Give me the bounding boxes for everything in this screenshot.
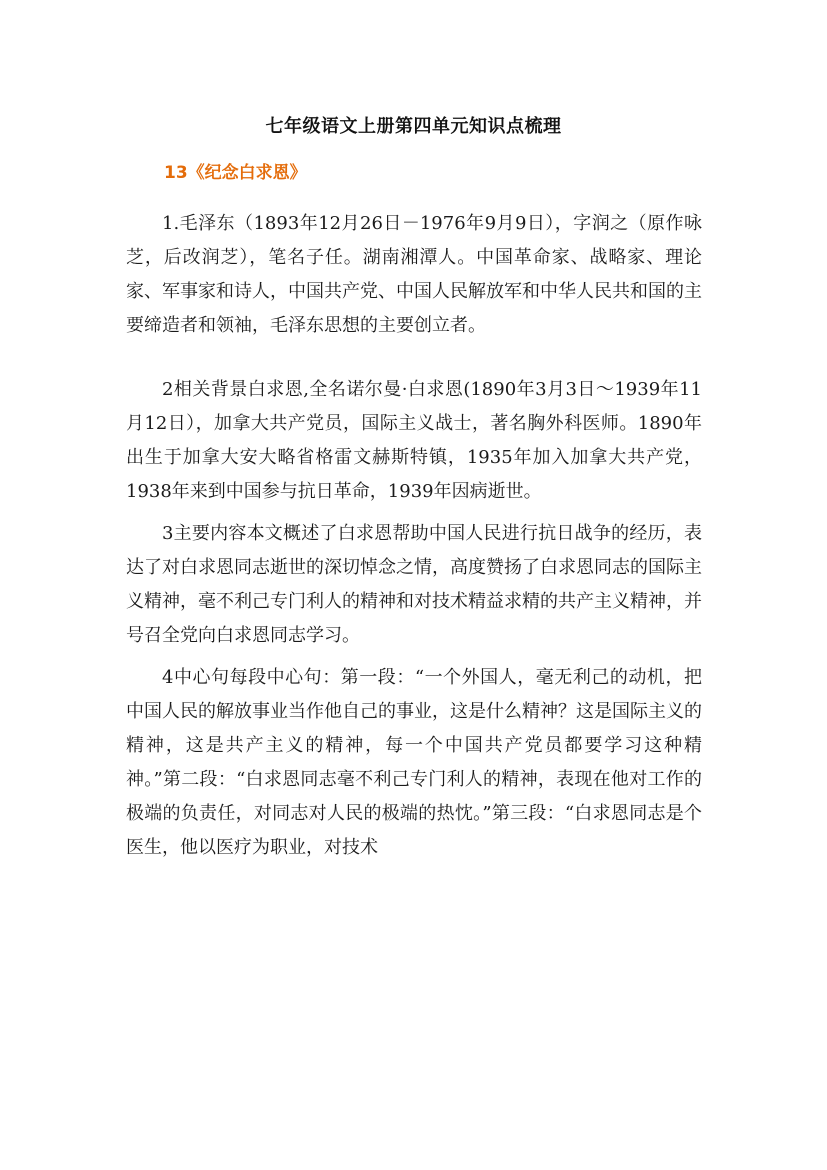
paragraph-main-content: 3主要内容本文概述了白求恩帮助中国人民进行抗日战争的经历，表达了对白求恩同志逝世的深切悼念之情，高度赞扬了白求恩同志的国际主义精神，毫不利己专门利人的精神和对技术精益求精的共产主义精神，并号召全党向白求恩同志学习。 bbox=[126, 523, 702, 646]
paragraph-author-intro: 1.毛泽东（1893年12月26日－1976年9月9日），字润之（原作咏芝，后改润芝），笔名子任。湖南湘潭人。中国革命家、战略家、理论家、军事家和诗人，中国共产党、中国人民解放军和中华人民共和国的主要缔造者和领袖，毛泽东思想的主要创立者。 bbox=[126, 213, 702, 336]
document-title: 七年级语文上册第四单元知识点梳理 bbox=[265, 116, 562, 137]
document-body bbox=[126, 207, 702, 865]
section-heading: 13《纪念白求恩》 bbox=[164, 163, 307, 183]
paragraph-central-sentences: 4中心句每段中心句：第一段：“一个外国人，毫无利己的动机，把中国人民的解放事业当作他自己的事业，这是什么精神？这是国际主义的精神，这是共产主义的精神，每一个中国共产党员都要学习这种精神。”第二段：“白求恩同志毫不利己专门利人的精神，表现在他对工作的极端的负责任，对同志对人民的极端的热忱。”第三段：“白求恩同志是个医生，他以医疗为职业，对技术 bbox=[126, 667, 702, 858]
paragraph-background: 2相关背景白求恩,全名诺尔曼·白求恩(1890年3月3日～1939年11月12日），加拿大共产党员，国际主义战士，著名胸外科医师。1890年出生于加拿大安大略省格雷文赫斯特镇，1935年加入加拿大共产党，1938年来到中国参与抗日革命，1939年因病逝世。 bbox=[126, 379, 702, 502]
